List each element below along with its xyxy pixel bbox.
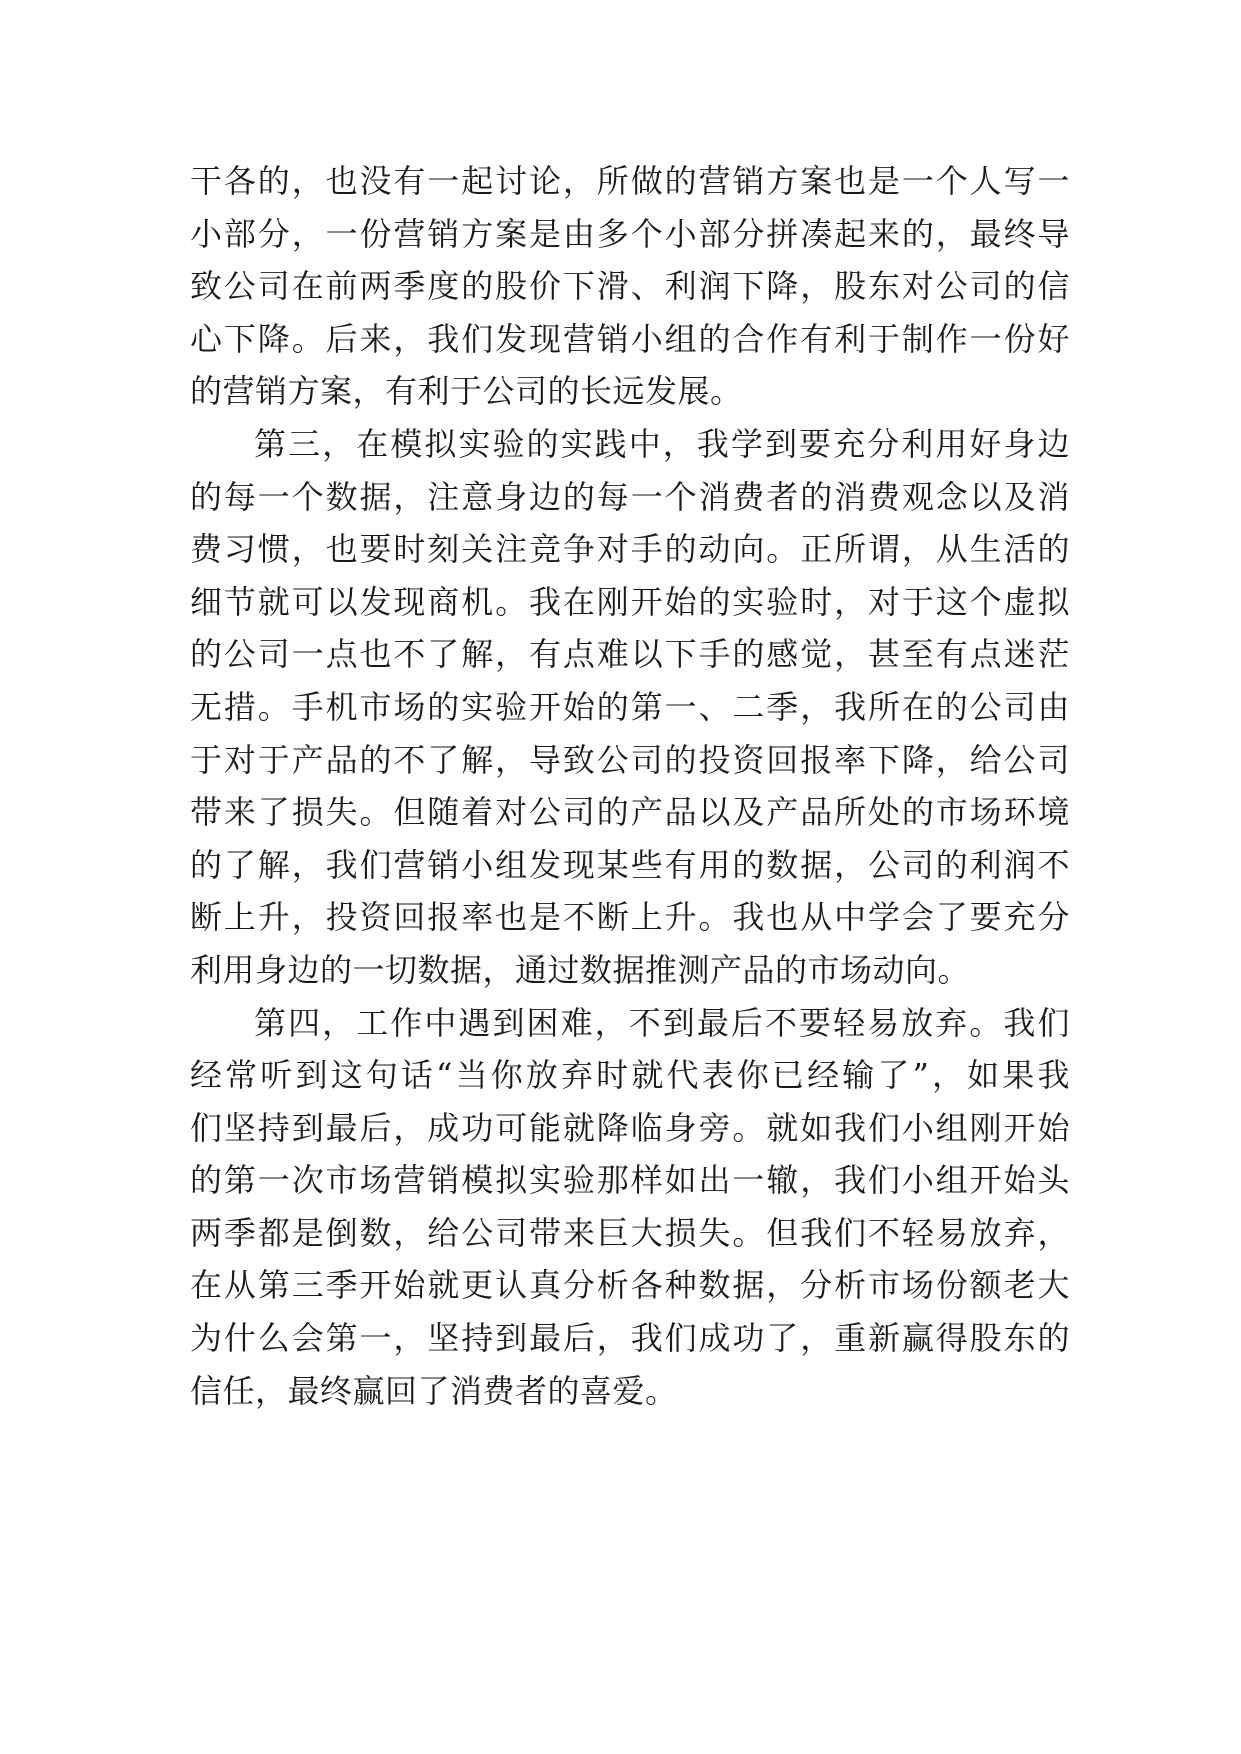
text-line: 于对于产品的不了解，导致公司的投资回报率下降，给公司 (190, 740, 1070, 779)
text-line: 两季都是倒数，给公司带来巨大损失。但我们不轻易放弃， (190, 1213, 1070, 1252)
text-line: 的第一次市场营销模拟实验那样如出一辙，我们小组开始头 (190, 1161, 1070, 1200)
text-line: 的营销方案，有利于公司的长远发展。 (190, 372, 743, 411)
text-line: 利用身边的一切数据，通过数据推测产品的市场动向。 (190, 950, 971, 989)
text-line: 们坚持到最后，成功可能就降临身旁。就如我们小组刚开始 (190, 1108, 1070, 1147)
text-line: 信任，最终赢回了消费者的喜爱。 (190, 1371, 678, 1410)
text-line: 断上升，投资回报率也是不断上升。我也从中学会了要充分 (190, 898, 1070, 937)
text-line: 致公司在前两季度的股价下滑、利润下降，股东对公司的信 (190, 267, 1070, 306)
text-line: 心下降。后来，我们发现营销小组的合作有利于制作一份好 (190, 319, 1070, 358)
text-line: 经常听到这句话“当你放弃时就代表你已经输了”，如果我 (190, 1056, 1070, 1095)
body-text (190, 155, 1070, 1417)
text-line: 的了解，我们营销小组发现某些有用的数据，公司的利润不 (190, 845, 1070, 884)
text-line: 为什么会第一，坚持到最后，我们成功了，重新赢得股东的 (190, 1319, 1070, 1358)
text-line: 的每一个数据，注意身边的每一个消费者的消费观念以及消 (190, 477, 1070, 516)
text-line: 在从第三季开始就更认真分析各种数据，分析市场份额老大 (190, 1266, 1070, 1305)
text-line: 干各的，也没有一起讨论，所做的营销方案也是一个人写一 (190, 162, 1070, 200)
paragraph-start-line: 第三，在模拟实验的实践中，我学到要充分利用好身边 (254, 424, 1070, 463)
text-line: 无措。手机市场的实验开始的第一、二季，我所在的公司由 (190, 687, 1070, 726)
text-line: 小部分，一份营销方案是由多个小部分拼凑起来的，最终导 (190, 214, 1070, 253)
text-line: 费习惯，也要时刻关注竞争对手的动向。正所谓，从生活的 (190, 530, 1070, 569)
text-line: 的公司一点也不了解，有点难以下手的感觉，甚至有点迷茫 (190, 635, 1070, 674)
text-line: 带来了损失。但随着对公司的产品以及产品所处的市场环境 (190, 793, 1070, 832)
paragraph-start-line: 第四，工作中遇到困难，不到最后不要轻易放弃。我们 (254, 1003, 1070, 1042)
text-line: 细节就可以发现商机。我在刚开始的实验时，对于这个虚拟 (190, 582, 1070, 621)
